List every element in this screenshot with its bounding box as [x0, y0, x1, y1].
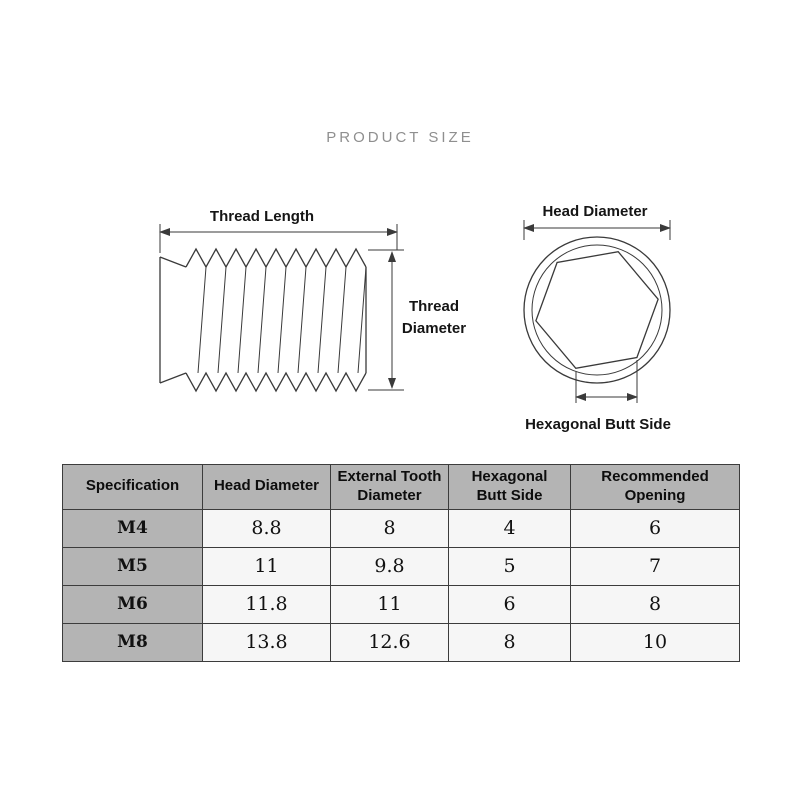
value-cell: 8.8	[203, 509, 331, 547]
thread-length-label: Thread Length	[209, 208, 315, 225]
value-cell: 11.8	[203, 585, 331, 623]
hex-socket	[536, 252, 658, 369]
value-cell: 7	[571, 547, 740, 585]
value-cell: 13.8	[203, 623, 331, 661]
table-row	[63, 623, 740, 661]
header-recommended-opening: Recommended Opening	[571, 465, 740, 510]
value-cell: 8	[331, 509, 449, 547]
spec-table	[62, 464, 740, 662]
threaded-insert-side-view-diagram	[120, 195, 480, 405]
table-row	[63, 509, 740, 547]
value-cell: 8	[449, 623, 571, 661]
value-cell: 12.6	[331, 623, 449, 661]
spec-cell: M8	[63, 623, 203, 661]
header-external-tooth-diameter: External Tooth Diameter	[331, 465, 449, 510]
insert-top-view-diagram	[497, 210, 702, 420]
value-cell: 9.8	[331, 547, 449, 585]
header-specification: Specification	[63, 465, 203, 510]
thread-diameter-dimension	[368, 250, 404, 390]
head-diameter-label: Head Diameter	[542, 203, 648, 220]
thread-profile	[186, 249, 366, 391]
spec-cell: M5	[63, 547, 203, 585]
spec-cell: M6	[63, 585, 203, 623]
header-hexagonal-butt-side: Hexagonal Butt Side	[449, 465, 571, 510]
page-title: PRODUCT SIZE	[326, 129, 474, 146]
value-cell: 11	[203, 547, 331, 585]
head-circle	[524, 237, 670, 383]
spec-cell: M4	[63, 509, 203, 547]
table-header-row	[63, 465, 740, 510]
insert-head-outline	[160, 257, 186, 383]
value-cell: 10	[571, 623, 740, 661]
value-cell: 6	[571, 509, 740, 547]
table-row	[63, 547, 740, 585]
header-head-diameter: Head Diameter	[203, 465, 331, 510]
value-cell: 11	[331, 585, 449, 623]
value-cell: 8	[571, 585, 740, 623]
hex-butt-side-label: Hexagonal Butt Side	[525, 416, 671, 433]
value-cell: 4	[449, 509, 571, 547]
table-row	[63, 585, 740, 623]
value-cell: 6	[449, 585, 571, 623]
value-cell: 5	[449, 547, 571, 585]
thread-diameter-label: Thread Diameter	[401, 298, 467, 337]
